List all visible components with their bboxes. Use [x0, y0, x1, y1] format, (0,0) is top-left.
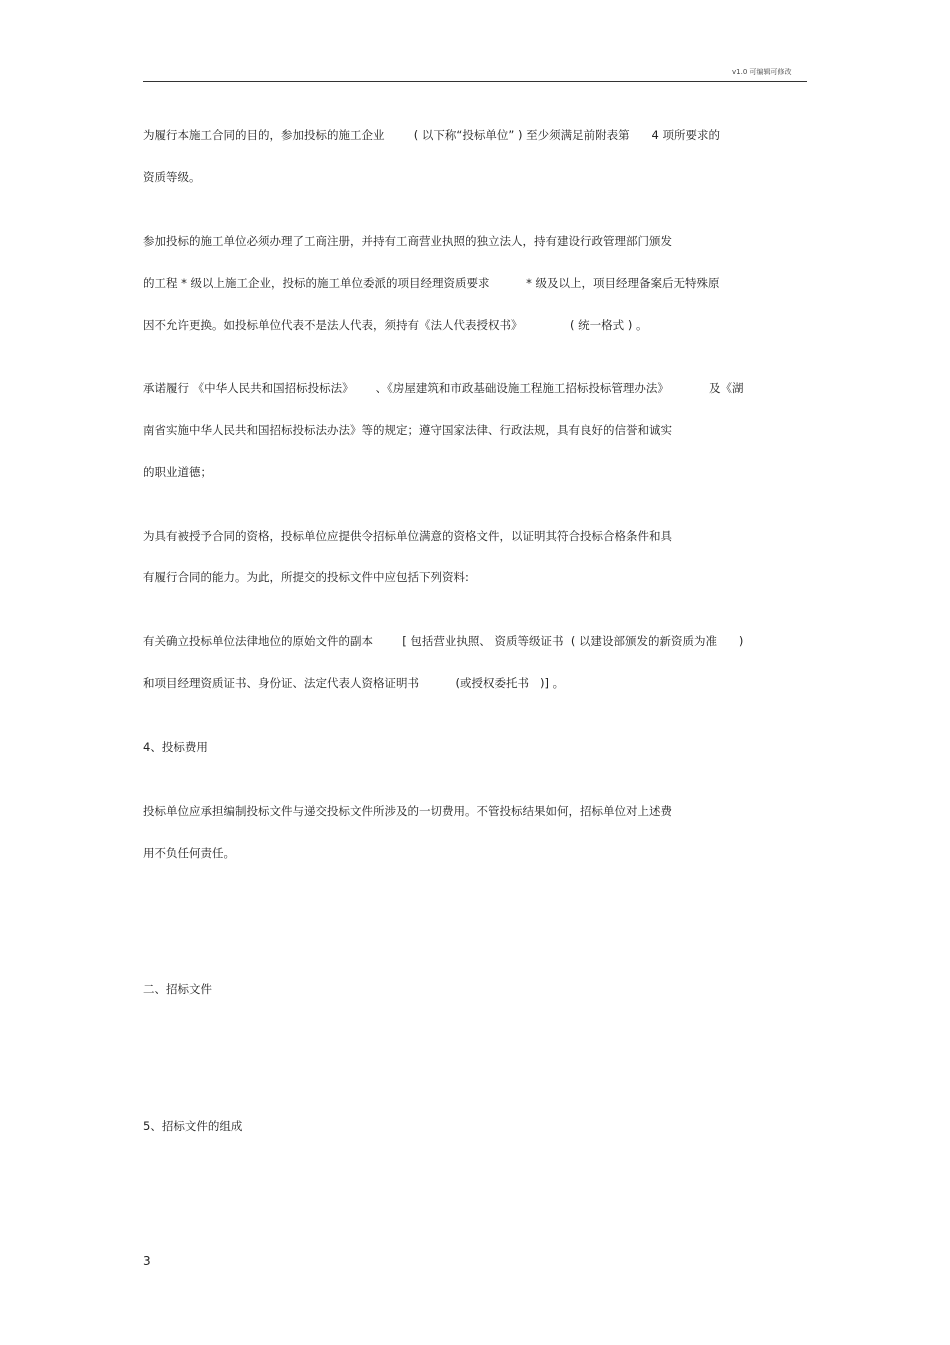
paragraph-7-line-2: 用不负任何责任。: [143, 846, 235, 860]
section-heading-bid-cost: 4、投标费用: [143, 740, 208, 754]
section-heading-tender-documents: 二、招标文件: [143, 982, 212, 996]
paragraph-2-line-2: 的工程 * 级以上施工企业，投标的施工单位委派的项目经理资质要求 * 级及以上，项目经理备案后无特殊原: [143, 276, 720, 290]
paragraph-3-line-3: 的职业道德；: [143, 465, 212, 479]
version-tag: v1.0 可编辑可修改: [732, 68, 792, 76]
header-divider: [143, 81, 807, 82]
paragraph-5-line-1: 有关确立投标单位法律地位的原始文件的副本 [ 包括营业执照、 资质等级证书 ( 以建设部颁发的新资质为准 ): [143, 634, 744, 648]
paragraph-3-line-1: 承诺履行 《中华人民共和国招标投标法》 、《房屋建筑和市政基础设施工程施工招标投标管理办法》 及《湖: [143, 381, 744, 395]
section-heading-tender-composition: 5、招标文件的组成: [143, 1119, 243, 1133]
paragraph-2-line-1: 参加投标的施工单位必须办理了工商注册，并持有工商营业执照的独立法人，持有建设行政管理部门颁发: [143, 234, 672, 248]
paragraph-3-line-2: 南省实施中华人民共和国招标投标法办法》等的规定；遵守国家法律、行政法规，具有良好的信誉和诚实: [143, 423, 672, 437]
paragraph-2-line-3: 因不允许更换。如投标单位代表不是法人代表，须持有《法人代表授权书》 ( 统一格式 ) 。: [143, 318, 648, 332]
paragraph-7-line-1: 投标单位应承担编制投标文件与递交投标文件所涉及的一切费用。不管投标结果如何，招标单位对上述费: [143, 804, 672, 818]
paragraph-1-line-2: 资质等级。: [143, 170, 201, 184]
paragraph-1-line-1: 为履行本施工合同的目的，参加投标的施工企业 ( 以下称“投标单位” ) 至少须满足前附表第 4 项所要求的: [143, 128, 720, 142]
paragraph-5-line-2: 和项目经理资质证书、身份证、法定代表人资格证明书 (或授权委托书 )] 。: [143, 676, 565, 690]
paragraph-4-line-2: 有履行合同的能力。为此，所提交的投标文件中应包括下列资料:: [143, 570, 469, 584]
paragraph-4-line-1: 为具有被授予合同的资格，投标单位应提供令招标单位满意的资格文件，以证明其符合投标合格条件和具: [143, 529, 672, 543]
page-number: 3: [143, 1254, 151, 1268]
